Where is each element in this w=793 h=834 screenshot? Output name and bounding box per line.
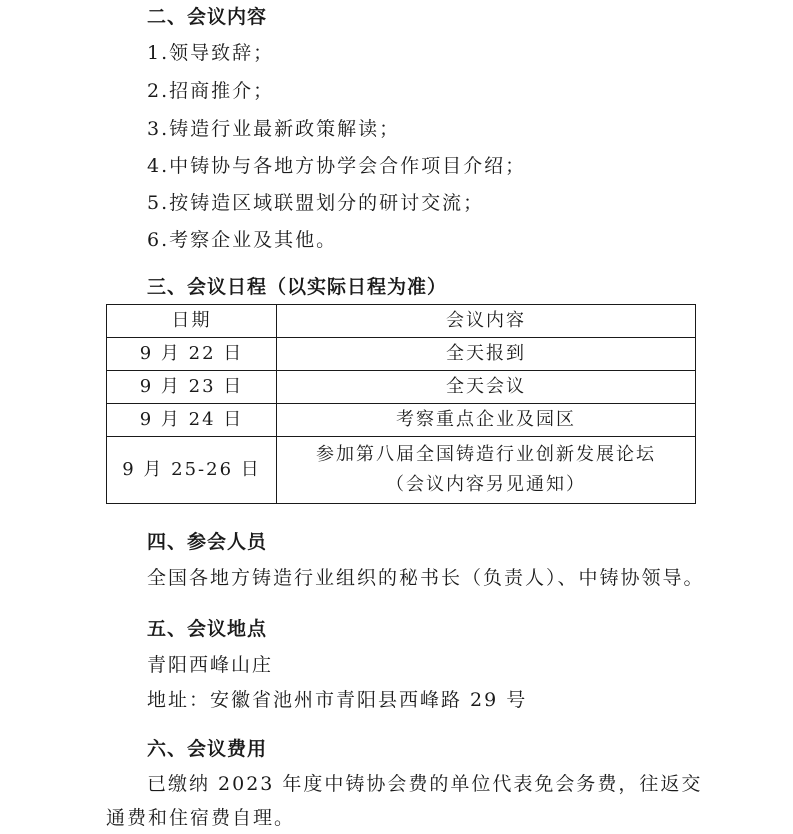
section-heading-meeting-content: 二、会议内容 <box>147 6 268 28</box>
list-item: 1.领导致辞； <box>147 42 275 64</box>
column-header-content: 会议内容 <box>277 305 696 338</box>
date-cell: 9 月 23 日 <box>107 371 277 404</box>
content-cell: 考察重点企业及园区 <box>277 404 696 437</box>
table-row <box>107 437 696 504</box>
fees-text-continued: 通费和住宿费自理。 <box>106 807 296 829</box>
table-row <box>107 371 696 404</box>
date-cell: 9 月 24 日 <box>107 404 277 437</box>
table-header-row <box>107 305 696 338</box>
schedule-table <box>106 304 696 504</box>
fees-text: 已缴纳 2023 年度中铸协会费的单位代表免会务费，往返交 <box>147 773 703 795</box>
section-heading-venue: 五、会议地点 <box>147 618 268 640</box>
venue-name: 青阳西峰山庄 <box>147 654 274 676</box>
section-heading-fees: 六、会议费用 <box>147 738 268 760</box>
table-row <box>107 404 696 437</box>
list-item: 5.按铸造区域联盟划分的研讨交流； <box>147 192 485 214</box>
content-cell: 全天会议 <box>277 371 696 404</box>
venue-address: 地址：安徽省池州市青阳县西峰路 29 号 <box>147 689 528 711</box>
content-cell <box>277 437 696 504</box>
list-item: 2.招商推介； <box>147 80 275 102</box>
list-item: 4.中铸协与各地方协学会合作项目介绍； <box>147 155 527 177</box>
date-cell: 9 月 22 日 <box>107 338 277 371</box>
column-header-date: 日期 <box>107 305 277 338</box>
date-cell: 9 月 25-26 日 <box>107 437 277 504</box>
section-heading-attendees: 四、参会人员 <box>147 531 268 553</box>
section-heading-schedule: 三、会议日程（以实际日程为准） <box>147 276 448 298</box>
list-item: 3.铸造行业最新政策解读； <box>147 118 401 140</box>
list-item: 6.考察企业及其他。 <box>147 229 338 251</box>
table-row <box>107 338 696 371</box>
content-cell-note: （会议内容另见通知） <box>386 474 586 495</box>
attendees-text: 全国各地方铸造行业组织的秘书长（负责人）、中铸协领导。 <box>147 567 705 589</box>
content-cell: 全天报到 <box>277 338 696 371</box>
content-cell-line: 参加第八届全国铸造行业创新发展论坛 <box>316 444 656 465</box>
